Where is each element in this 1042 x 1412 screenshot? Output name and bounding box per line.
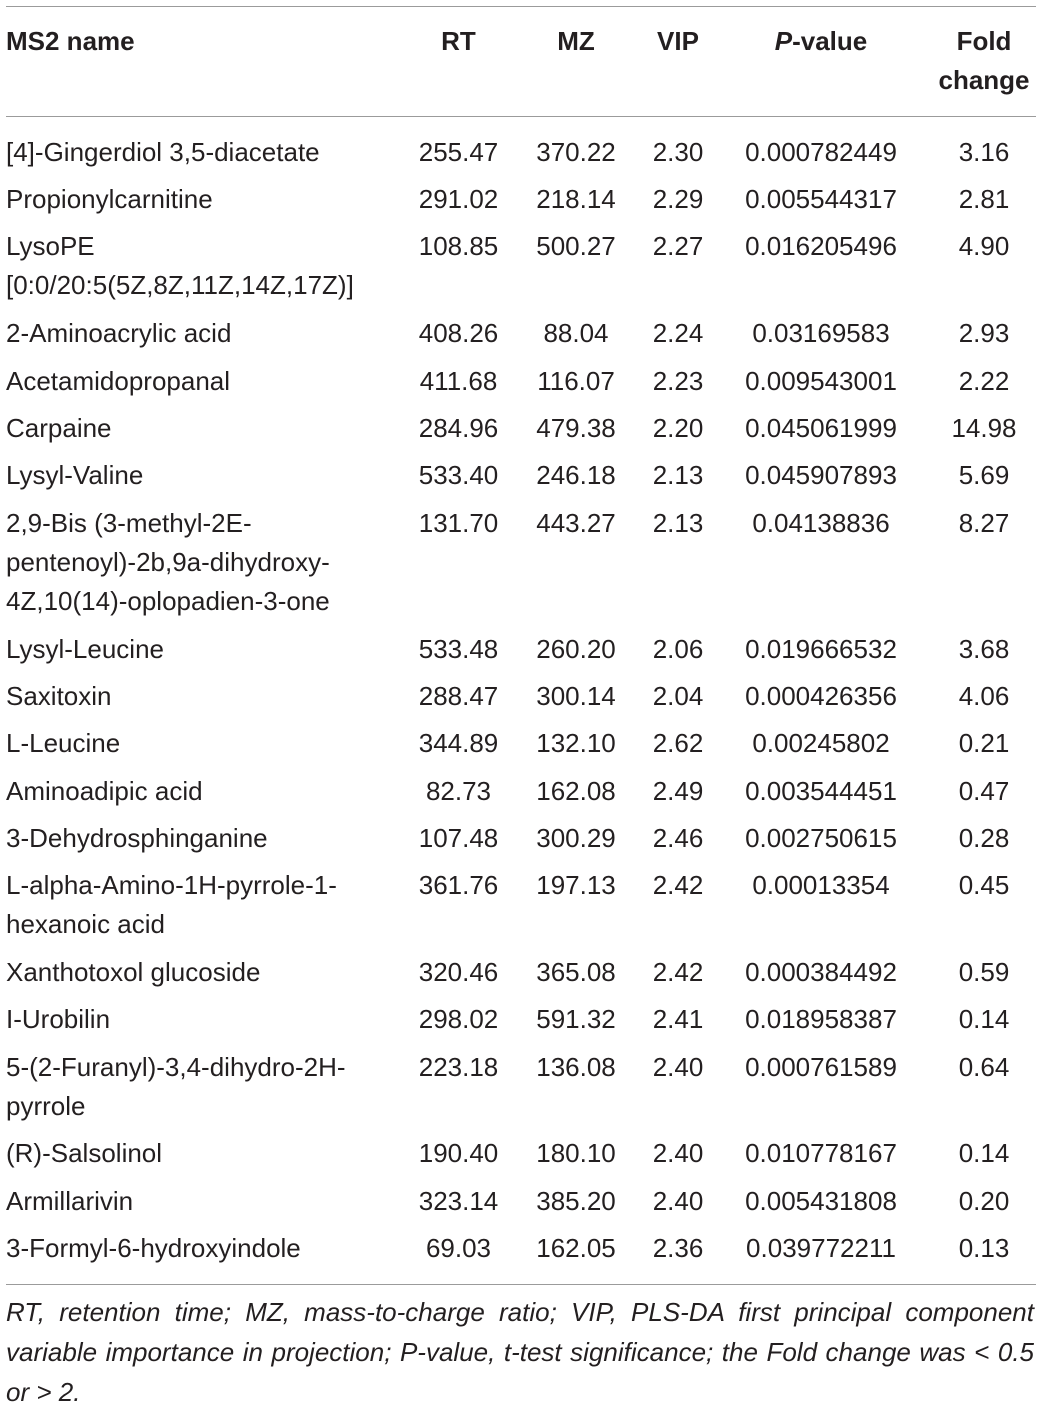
table-footnote: RT, retention time; MZ, mass-to-charge ratio; VIP, PLS-DA first principal component variable importance in projection; P-value, t-test significance; the Fold change was < 0.5 or > 2.	[6, 1297, 1034, 1407]
cell-vip: 2.42	[652, 957, 704, 987]
cell-p-value: 0.00245802	[752, 728, 890, 758]
cell-rt: 533.40	[418, 460, 499, 490]
cell-p-value: 0.016205496	[745, 231, 897, 261]
cell-p-value: 0.000761589	[745, 1052, 897, 1082]
cell-vip: 2.23	[652, 366, 704, 396]
cell-p-value: 0.005431808	[745, 1186, 897, 1216]
cell-ms2-name: L-alpha-Amino-1H-pyrrole-1- hexanoic acid	[6, 870, 337, 939]
cell-ms2-name: 2-Aminoacrylic acid	[6, 318, 232, 348]
cell-ms2-name: Xanthotoxol glucoside	[6, 957, 261, 987]
cell-p-value: 0.039772211	[746, 1233, 896, 1263]
cell-fold-change: 8.27	[958, 508, 1010, 538]
cell-mz: 116.07	[537, 366, 615, 396]
cell-p-value: 0.04138836	[752, 508, 890, 538]
cell-rt: 323.14	[418, 1186, 499, 1216]
cell-p-value: 0.00013354	[752, 870, 890, 900]
cell-vip: 2.20	[652, 413, 704, 443]
cell-fold-change: 4.06	[958, 681, 1010, 711]
cell-p-value: 0.002750615	[745, 823, 897, 853]
header-p-rest: -value	[792, 26, 868, 56]
cell-mz: 132.10	[536, 728, 616, 758]
cell-ms2-name: Lysyl-Valine	[6, 460, 144, 490]
cell-ms2-name: 5-(2-Furanyl)-3,4-dihydro-2H- pyrrole	[6, 1052, 346, 1121]
cell-ms2-name: Aminoadipic acid	[6, 776, 203, 806]
cell-vip: 2.41	[652, 1004, 704, 1034]
cell-p-value: 0.045907893	[745, 460, 897, 490]
cell-vip: 2.13	[652, 460, 704, 490]
cell-fold-change: 0.47	[958, 776, 1010, 806]
cell-vip: 2.30	[652, 137, 704, 167]
cell-rt: 107.48	[418, 823, 499, 853]
cell-rt: 320.46	[418, 957, 499, 987]
cell-rt: 82.73	[425, 776, 492, 806]
cell-mz: 500.27	[536, 231, 616, 261]
table-header-rule	[6, 116, 1036, 117]
header-ms2-name: MS2 name	[6, 26, 135, 56]
cell-vip: 2.24	[652, 318, 704, 348]
cell-mz: 162.08	[536, 776, 616, 806]
cell-fold-change: 0.64	[958, 1052, 1010, 1082]
cell-rt: 344.89	[418, 728, 499, 758]
cell-mz: 180.10	[536, 1138, 616, 1168]
cell-p-value: 0.010778167	[745, 1138, 897, 1168]
cell-mz: 300.14	[536, 681, 616, 711]
cell-mz: 365.08	[536, 957, 616, 987]
cell-ms2-name: I-Urobilin	[6, 1004, 111, 1034]
cell-vip: 2.40	[652, 1052, 704, 1082]
cell-mz: 260.20	[536, 634, 616, 664]
cell-rt: 255.47	[418, 137, 499, 167]
cell-vip: 2.04	[652, 681, 704, 711]
cell-mz: 591.32	[536, 1004, 616, 1034]
cell-fold-change: 0.13	[958, 1233, 1010, 1263]
header-p-italic: P	[774, 26, 793, 56]
cell-rt: 298.02	[418, 1004, 499, 1034]
cell-fold-change: 0.14	[958, 1138, 1010, 1168]
header-rt: RT	[441, 26, 476, 56]
cell-vip: 2.36	[652, 1233, 704, 1263]
cell-fold-change: 0.21	[958, 728, 1010, 758]
cell-rt: 284.96	[418, 413, 499, 443]
cell-mz: 88.04	[543, 318, 609, 348]
cell-p-value: 0.03169583	[752, 318, 890, 348]
cell-vip: 2.62	[652, 728, 704, 758]
cell-ms2-name: Saxitoxin	[6, 681, 112, 711]
cell-ms2-name: 3-Formyl-6-hydroxyindole	[6, 1233, 301, 1263]
cell-fold-change: 2.93	[958, 318, 1010, 348]
cell-fold-change: 3.68	[958, 634, 1010, 664]
cell-fold-change: 0.20	[958, 1186, 1010, 1216]
cell-ms2-name: Armillarivin	[6, 1186, 134, 1216]
cell-p-value: 0.000782449	[745, 137, 897, 167]
cell-mz: 370.22	[536, 137, 616, 167]
cell-mz: 218.14	[536, 184, 616, 214]
cell-mz: 197.13	[536, 870, 616, 900]
header-mz: MZ	[557, 26, 595, 56]
cell-vip: 2.40	[652, 1186, 704, 1216]
header-fold-change: Fold change	[938, 26, 1030, 95]
cell-fold-change: 2.22	[958, 366, 1010, 396]
cell-ms2-name: Carpaine	[6, 413, 112, 443]
cell-rt: 223.18	[418, 1052, 499, 1082]
header-p-value	[721, 22, 921, 61]
cell-mz: 443.27	[536, 508, 616, 538]
cell-fold-change: 0.14	[958, 1004, 1010, 1034]
cell-rt: 361.76	[418, 870, 499, 900]
cell-vip: 2.27	[652, 231, 704, 261]
cell-mz: 162.05	[536, 1233, 616, 1263]
cell-fold-change: 4.90	[958, 231, 1010, 261]
cell-vip: 2.40	[652, 1138, 704, 1168]
cell-ms2-name: Propionylcarnitine	[6, 184, 213, 214]
cell-mz: 300.29	[536, 823, 616, 853]
cell-ms2-name: Acetamidopropanal	[6, 366, 231, 396]
cell-ms2-name: L-Leucine	[6, 728, 121, 758]
cell-fold-change: 0.59	[958, 957, 1010, 987]
cell-vip: 2.29	[652, 184, 704, 214]
cell-fold-change: 14.98	[951, 413, 1017, 443]
header-vip: VIP	[657, 26, 699, 56]
cell-fold-change: 2.81	[958, 184, 1010, 214]
cell-vip: 2.06	[652, 634, 704, 664]
cell-vip: 2.42	[652, 870, 704, 900]
cell-p-value: 0.003544451	[745, 776, 897, 806]
cell-fold-change: 0.45	[958, 870, 1010, 900]
cell-ms2-name: 2,9-Bis (3-methyl-2E- pentenoyl)-2b,9a-dihydroxy- 4Z,10(14)-oplopadien-3-one	[6, 508, 330, 616]
cell-p-value: 0.000426356	[745, 681, 897, 711]
cell-p-value: 0.045061999	[745, 413, 897, 443]
cell-mz: 136.08	[536, 1052, 616, 1082]
cell-p-value: 0.018958387	[745, 1004, 897, 1034]
cell-p-value: 0.005544317	[745, 184, 897, 214]
cell-rt: 533.48	[418, 634, 499, 664]
cell-fold-change: 0.28	[958, 823, 1010, 853]
cell-rt: 190.40	[418, 1138, 499, 1168]
cell-rt: 408.26	[418, 318, 499, 348]
cell-ms2-name: (R)-Salsolinol	[6, 1138, 163, 1168]
cell-ms2-name: 3-Dehydrosphinganine	[6, 823, 268, 853]
cell-ms2-name: [4]-Gingerdiol 3,5-diacetate	[6, 137, 320, 167]
cell-fold-change: 3.16	[958, 137, 1010, 167]
cell-rt: 288.47	[418, 681, 499, 711]
cell-p-value: 0.000384492	[745, 957, 897, 987]
cell-vip: 2.49	[652, 776, 704, 806]
cell-ms2-name: LysoPE [0:0/20:5(5Z,8Z,11Z,14Z,17Z)]	[6, 231, 354, 300]
table-bottom-rule	[6, 1284, 1036, 1285]
cell-rt: 108.85	[418, 231, 499, 261]
cell-mz: 479.38	[536, 413, 616, 443]
cell-mz: 246.18	[536, 460, 616, 490]
cell-rt: 69.03	[425, 1233, 492, 1263]
cell-rt: 131.70	[418, 508, 499, 538]
cell-vip: 2.46	[652, 823, 704, 853]
cell-rt: 291.02	[418, 184, 499, 214]
cell-vip: 2.13	[652, 508, 704, 538]
cell-p-value: 0.019666532	[745, 634, 897, 664]
cell-p-value: 0.009543001	[745, 366, 897, 396]
table-top-rule	[6, 6, 1036, 7]
cell-mz: 385.20	[536, 1186, 616, 1216]
cell-rt: 411.68	[419, 366, 498, 396]
cell-fold-change: 5.69	[958, 460, 1010, 490]
cell-ms2-name: Lysyl-Leucine	[6, 634, 165, 664]
